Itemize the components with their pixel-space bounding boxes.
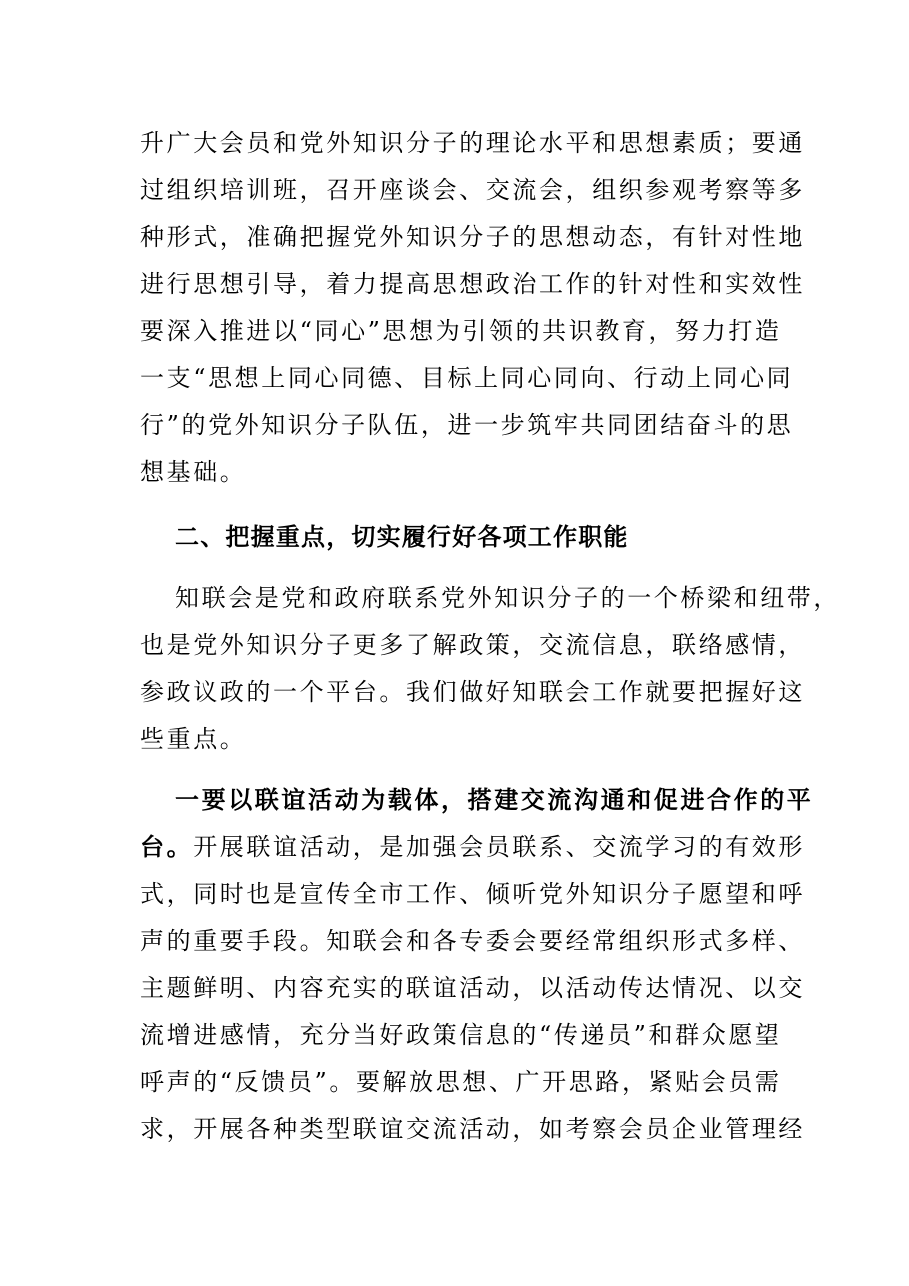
para1-line-6: 一支“思想上同心同德、目标上同心同向、行动上同心同: [140, 364, 794, 392]
para1-line-8: 想基础。: [140, 458, 247, 486]
para1-line-2: 过组织培训班，召开座谈会、交流会，组织参观考察等多: [140, 176, 805, 204]
para2-line-2: 也是党外知识分子更多了解政策，交流信息，联络感情，: [140, 631, 805, 659]
para3-line-8: 求，开展各种类型联谊交流活动，如考察会员企业管理经: [140, 1115, 805, 1143]
section-heading-2: 二、把握重点，切实履行好各项工作职能: [175, 522, 629, 551]
para3-line-6: 流增进感情，充分当好政策信息的“传递员”和群众愿望: [140, 1021, 782, 1049]
para1-line-4: 进行思想引导，着力提高思想政治工作的针对性和实效性: [140, 270, 805, 298]
para1-line-1: 升广大会员和党外知识分子的理论水平和思想素质；要通: [140, 129, 805, 157]
para3-line-5: 主题鲜明、内容充实的联谊活动，以活动传达情况、以交: [140, 974, 805, 1002]
para3-line-3: 式，同时也是宣传全市工作、倾听党外知识分子愿望和呼: [140, 880, 805, 908]
para3-bold-lead-line-1: 一要以联谊活动为载体，搭建交流沟通和促进合作的平: [175, 785, 814, 814]
para1-line-3: 种形式，准确把握党外知识分子的思想动态，有针对性地: [140, 223, 805, 251]
para2-line-1: 知联会是党和政府联系党外知识分子的一个桥梁和纽带，: [175, 584, 840, 612]
para2-line-4: 些重点。: [140, 725, 247, 753]
para1-line-5: 要深入推进以“同心”思想为引领的共识教育，努力打造: [140, 317, 782, 345]
para3-line-4: 声的重要手段。知联会和各专委会要经常组织形式多样、: [140, 927, 805, 955]
para3-bold-lead-end: 台。: [140, 832, 194, 861]
para3-line-2-rest: 开展联谊活动，是加强会员联系、交流学习的有效形: [193, 833, 806, 861]
para3-line-7: 呼声的“反馈员”。要解放思想、广开思路，紧贴会员需: [140, 1068, 782, 1096]
para3-line-2: [140, 832, 805, 862]
para2-line-3: 参政议政的一个平台。我们做好知联会工作就要把握好这: [140, 678, 805, 706]
para1-line-7: 行”的党外知识分子队伍，进一步筑牢共同团结奋斗的思: [140, 411, 794, 439]
